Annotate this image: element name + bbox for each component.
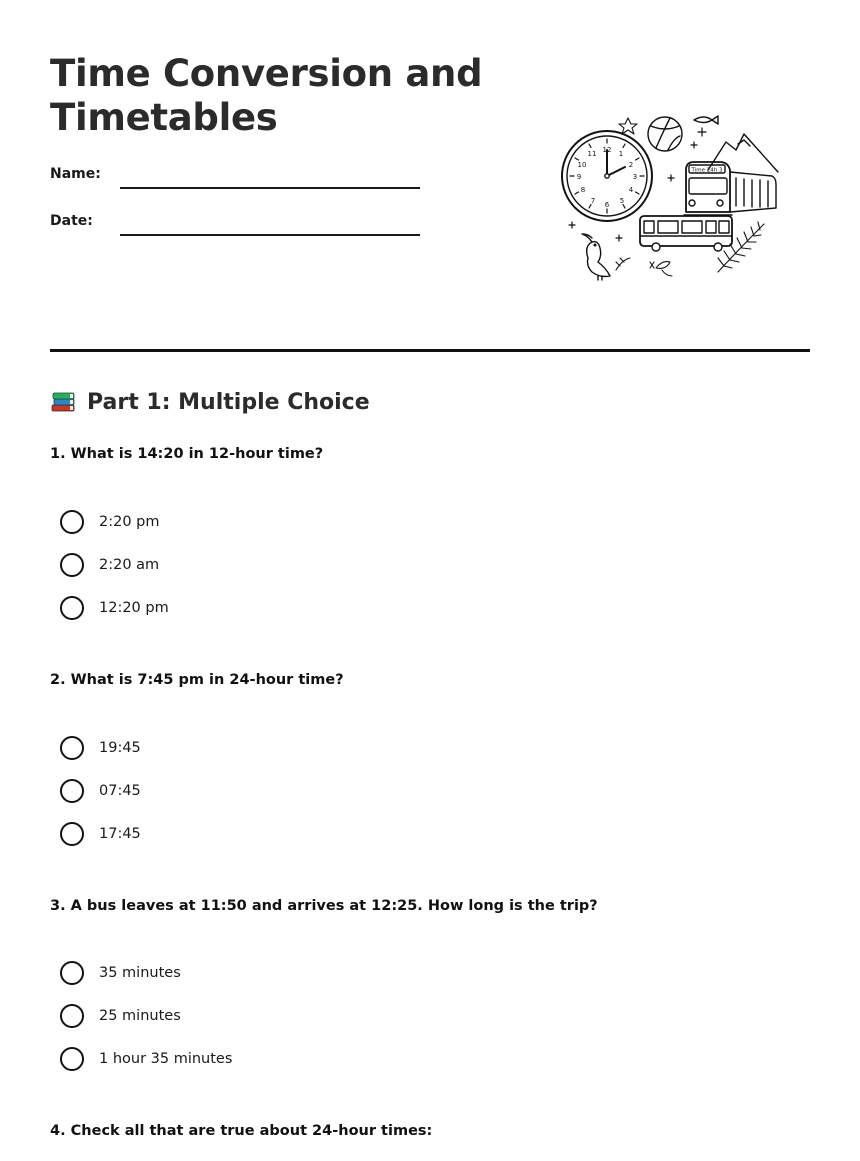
books-icon — [50, 388, 78, 416]
mountain-icon — [708, 134, 778, 172]
question-1: 1. What is 14:20 in 12-hour time? — [50, 446, 324, 462]
train-icon — [684, 162, 776, 215]
question-1-option-1[interactable] — [60, 510, 160, 534]
question-1-option-2[interactable] — [60, 553, 159, 577]
svg-text:Time 24h 3: Time 24h 3 — [691, 167, 723, 174]
question-3-option-1[interactable] — [60, 961, 181, 985]
radio-button[interactable] — [60, 779, 84, 803]
svg-text:8: 8 — [580, 186, 586, 194]
option-label: 2:20 pm — [99, 514, 160, 530]
fern-icon — [718, 222, 764, 272]
option-label: 25 minutes — [99, 1008, 181, 1024]
svg-text:10: 10 — [577, 161, 587, 169]
question-3: 3. A bus leaves at 11:50 and arrives at 12:25. How long is the trip? — [50, 898, 598, 914]
radio-button[interactable] — [60, 510, 84, 534]
fish-icon — [694, 116, 718, 124]
bus-icon — [640, 216, 732, 251]
bird-icon — [582, 234, 610, 280]
radio-button[interactable] — [60, 822, 84, 846]
option-label: 2:20 am — [99, 557, 160, 573]
question-4: 4. Check all that are true about 24-hour times: — [50, 1123, 433, 1139]
section-divider — [50, 349, 810, 352]
question-2: 2. What is 7:45 pm in 24-hour time? — [50, 672, 344, 688]
radio-button[interactable] — [60, 1004, 84, 1028]
question-1-option-3[interactable] — [60, 596, 169, 620]
radio-button[interactable] — [60, 1047, 84, 1071]
radio-button[interactable] — [60, 961, 84, 985]
svg-text:4: 4 — [628, 186, 634, 194]
name-field[interactable] — [120, 187, 420, 189]
svg-text:9: 9 — [576, 173, 582, 181]
question-2-option-2[interactable] — [60, 779, 141, 803]
question-2-option-3[interactable] — [60, 822, 141, 846]
option-label: 35 minutes — [99, 965, 181, 981]
clock-icon — [562, 131, 652, 221]
radio-button[interactable] — [60, 553, 84, 577]
svg-text:11: 11 — [587, 150, 597, 158]
worksheet-illustration — [558, 112, 780, 282]
radio-button[interactable] — [60, 736, 84, 760]
question-2-option-1[interactable] — [60, 736, 141, 760]
name-label: Name: — [50, 166, 101, 182]
svg-text:2: 2 — [628, 161, 634, 169]
svg-text:6: 6 — [604, 201, 610, 209]
svg-text:12: 12 — [602, 146, 612, 154]
date-label: Date: — [50, 213, 93, 229]
section-heading-part-1 — [50, 388, 370, 416]
option-label: 1 hour 35 minutes — [99, 1051, 233, 1067]
section-heading-text: Part 1: Multiple Choice — [87, 389, 370, 415]
date-field[interactable] — [120, 234, 420, 236]
option-label: 12:20 pm — [99, 600, 169, 616]
svg-text:7: 7 — [590, 197, 596, 205]
question-3-option-2[interactable] — [60, 1004, 181, 1028]
ball-icon — [648, 117, 682, 151]
svg-text:5: 5 — [619, 197, 625, 205]
radio-button[interactable] — [60, 596, 84, 620]
page-title: Time Conversion and Timetables — [50, 52, 483, 139]
option-label: 07:45 — [99, 783, 141, 799]
svg-text:3: 3 — [632, 173, 638, 181]
svg-text:1: 1 — [618, 150, 624, 158]
option-label: 17:45 — [99, 826, 141, 842]
option-label: 19:45 — [99, 740, 141, 756]
question-3-option-3[interactable] — [60, 1047, 232, 1071]
